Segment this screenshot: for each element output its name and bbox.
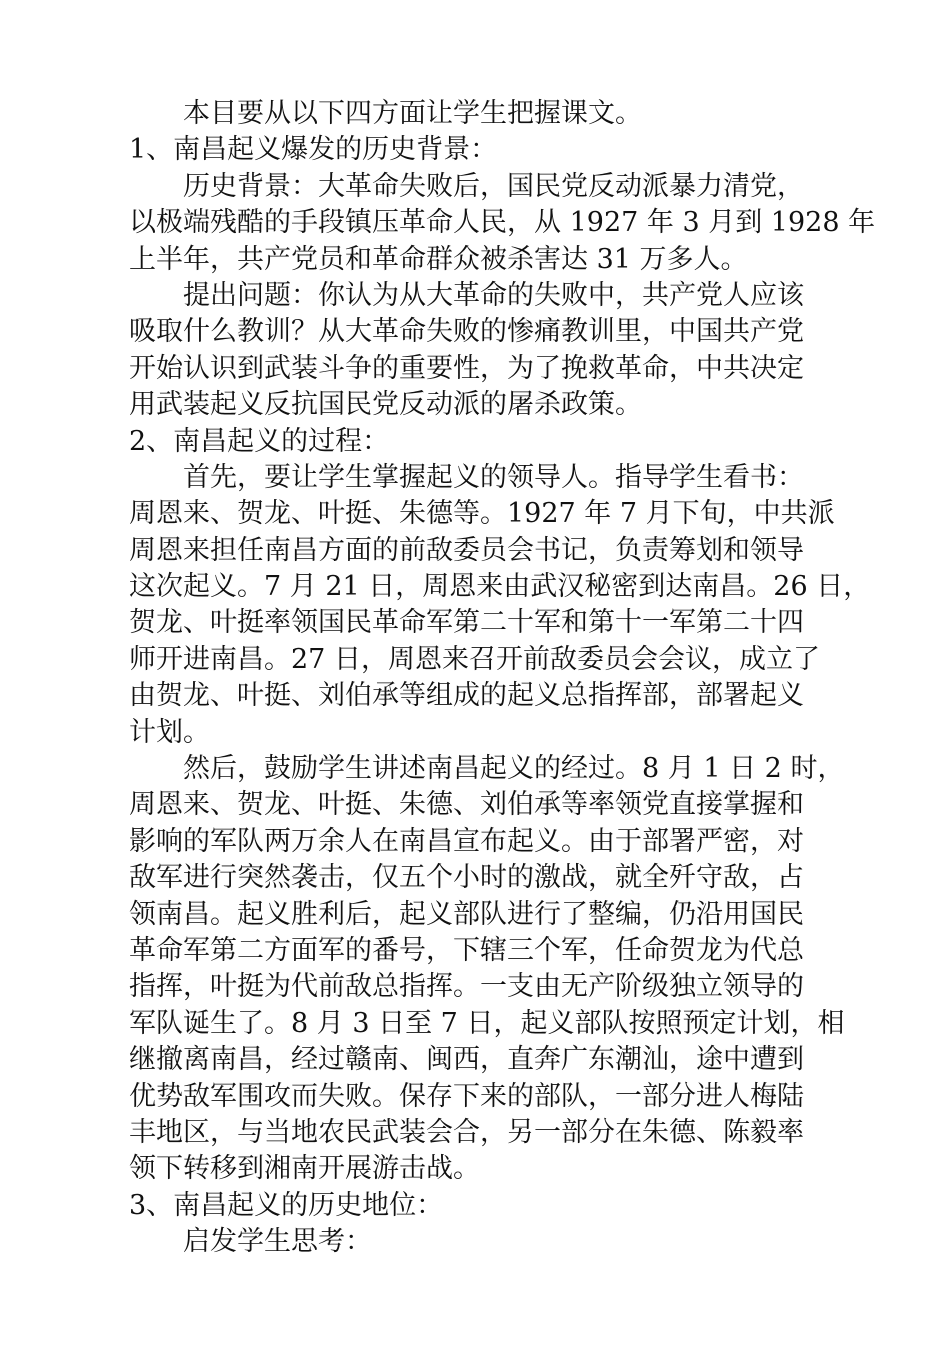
text-line: 以极端残酷的手段镇压革命人民，从 1927 年 3 月到 1928 年: [129, 207, 876, 239]
text-line: 周恩来担任南昌方面的前敌委员会书记，负责筹划和领导: [129, 534, 804, 566]
text-line: 本目要从以下四方面让学生把握课文。: [183, 98, 642, 129]
text-line: 2、南昌起义的过程：: [129, 425, 390, 457]
text-line: 师开进南昌。27 日，周恩来召开前敌委员会会议，成立了: [129, 643, 820, 675]
text-line: 用武装起义反抗国民党反动派的屠杀政策。: [129, 389, 642, 421]
text-line: 上半年，共产党员和革命群众被杀害达 31 万多人。: [129, 243, 748, 275]
text-line: 由贺龙、叶挺、刘伯承等组成的起义总指挥部，部署起义: [129, 680, 804, 712]
text-line: 首先，要让学生掌握起义的领导人。指导学生看书：: [183, 461, 804, 493]
text-line: 3、南昌起义的历史地位：: [129, 1189, 444, 1221]
text-line: 1、南昌起义爆发的历史背景：: [129, 134, 498, 166]
text-line: 周恩来、贺龙、叶挺、朱德等。1927 年 7 月下旬，中共派: [129, 498, 835, 530]
text-line: 提出问题：你认为从大革命的失败中，共产党人应该: [183, 279, 804, 311]
text-line: 优势敌军围攻而失败。保存下来的部队，一部分进人梅陆: [129, 1080, 804, 1112]
text-line: 贺龙、叶挺率领国民革命军第二十军和第十一军第二十四: [129, 607, 804, 639]
text-line: 领下转移到湘南开展游击战。: [129, 1153, 480, 1185]
document-body: [129, 96, 876, 1261]
text-line: 吸取什么教训？从大革命失败的惨痛教训里，中国共产党: [129, 316, 804, 348]
text-line: 这次起义。7 月 21 日，周恩来由武汉秘密到达南昌。26 日，: [129, 571, 871, 603]
text-line: 领南昌。起义胜利后，起义部队进行了整编，仍沿用国民: [129, 898, 804, 930]
text-line: 启发学生思考：: [183, 1226, 372, 1258]
text-line: 历史背景：大革命失败后，国民党反动派暴力清党，: [183, 170, 804, 202]
text-line: 继撤离南昌，经过赣南、闽西，直奔广东潮汕，途中遭到: [129, 1044, 804, 1076]
text-line: 指挥，叶挺为代前敌总指挥。一支由无产阶级独立领导的: [129, 971, 804, 1003]
text-line: 周恩来、贺龙、叶挺、朱德、刘伯承等率领党直接掌握和: [129, 789, 804, 821]
text-line: 计划。: [129, 716, 210, 748]
text-line: 丰地区，与当地农民武装会合，另一部分在朱德、陈毅率: [129, 1116, 804, 1148]
text-line: 军队诞生了。8 月 3 日至 7 日，起义部队按照预定计划，相: [129, 1007, 845, 1039]
text-line: 然后，鼓励学生讲述南昌起义的经过。8 月 1 日 2 时，: [183, 753, 845, 785]
text-line: 革命军第二方面军的番号，下辖三个军，任命贺龙为代总: [129, 934, 804, 966]
text-line: 敌军进行突然袭击，仅五个小时的激战，就全歼守敌，占: [129, 862, 804, 894]
text-line: 影响的军队两万余人在南昌宣布起义。由于部署严密，对: [129, 825, 804, 857]
text-line: 开始认识到武装斗争的重要性，为了挽救革命，中共决定: [129, 352, 804, 384]
